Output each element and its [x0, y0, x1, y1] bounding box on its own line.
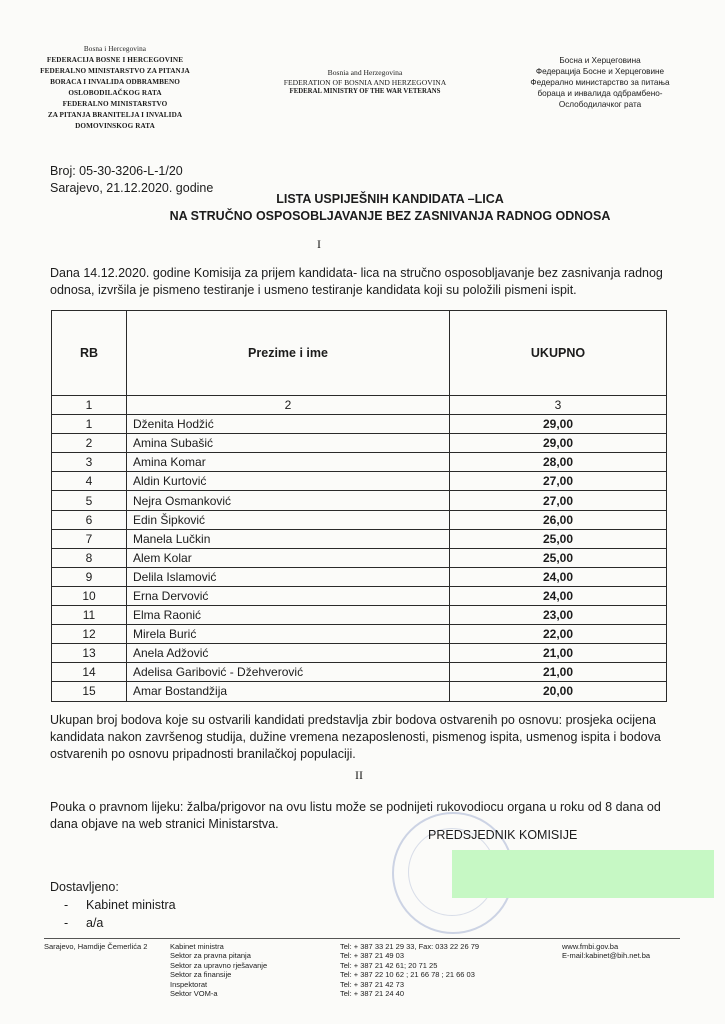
total-cell: 24,00 — [450, 567, 667, 586]
table-row — [52, 586, 667, 605]
total-cell: 20,00 — [450, 682, 667, 701]
header-center-line: FEDERATION OF BOSNIA AND HERZEGOVINA — [283, 77, 447, 87]
total-cell: 25,00 — [450, 548, 667, 567]
title-line-2: NA STRUČNO OSPOSOBLJAVANJE BEZ ZASNIVANJA RADNOG ODNOSA — [169, 209, 611, 223]
rb-cell: 13 — [52, 644, 127, 663]
total-cell: 25,00 — [450, 529, 667, 548]
table-header-row — [52, 311, 667, 396]
total-cell: 24,00 — [450, 586, 667, 605]
table-row — [52, 491, 667, 510]
header-left-line: FEDERALNO MINISTARSTVO — [62, 100, 168, 108]
signature-title: PREDSJEDNIK KOMISIJE — [428, 828, 578, 842]
header-left-line: DOMOVINSKOG RATA — [75, 122, 155, 130]
total-cell: 29,00 — [450, 415, 667, 434]
footer-address: Sarajevo, Hamdije Čemerlića 2 — [44, 942, 148, 951]
redaction-box — [452, 850, 714, 898]
rb-cell: 9 — [52, 567, 127, 586]
name-cell: Elma Raonić — [127, 606, 450, 625]
intro-paragraph: Dana 14.12.2020. godine Komisija za prijem kandidata- lica na stručno osposobljavanje bez zasnivanja radnog odnosa, izvršila je pismeno testiranje i usmeno testiranje kandidata koji su položili pismeni ispit. — [50, 266, 663, 297]
distribution-item: - a/a — [64, 916, 104, 930]
header-right-line: Федерално министарство за питања — [530, 78, 670, 87]
rb-cell: 7 — [52, 529, 127, 548]
rb-cell: 15 — [52, 682, 127, 701]
header-left-line: FEDERACIJA BOSNE I HERCEGOVINE — [46, 56, 184, 64]
header-right-line: Федерација Босне и Херцеговине — [535, 67, 665, 76]
name-cell: Erna Dervović — [127, 586, 450, 605]
name-cell: Edin Šipković — [127, 510, 450, 529]
total-cell: 21,00 — [450, 644, 667, 663]
table-row — [52, 644, 667, 663]
name-cell: Amar Bostandžija — [127, 682, 450, 701]
header-left-line: FEDERALNO MINISTARSTVO ZA PITANJA — [40, 67, 190, 75]
name-cell: Adelisa Garibović - Džehverović — [127, 663, 450, 682]
table-row — [52, 529, 667, 548]
name-cell: Anela Adžović — [127, 644, 450, 663]
table-row — [52, 682, 667, 701]
name-cell: Amina Komar — [127, 453, 450, 472]
footer-phones: Tel: + 387 33 21 29 33, Fax: 033 22 26 79 Tel: + 387 21 49 03 Tel: + 387 21 42 61; 20 71 25 Tel: + 387 22 10 62 ; 21 66 78 ; 21 66 03 Tel: + 387 21 42 73 Tel: + 387 21 24 40 — [340, 942, 480, 999]
total-cell: 28,00 — [450, 453, 667, 472]
total-cell: 23,00 — [450, 606, 667, 625]
total-cell: 21,00 — [450, 663, 667, 682]
title-line-1: LISTA USPIJEŠNIH KANDIDATA –LICA — [276, 192, 504, 206]
rb-cell: 12 — [52, 625, 127, 644]
table-row — [52, 606, 667, 625]
table-row — [52, 625, 667, 644]
total-cell: 29,00 — [450, 434, 667, 453]
header-center-line: Bosnia and Herzegovina — [327, 68, 403, 77]
name-cell: Mirela Burić — [127, 625, 450, 644]
header-center-line: FEDERAL MINISTRY OF THE WAR VETERANS — [289, 88, 441, 95]
candidates-table — [51, 310, 667, 702]
rb-cell: 10 — [52, 586, 127, 605]
col-header-total: UKUPNO — [450, 311, 667, 396]
name-cell: Delila Islamović — [127, 567, 450, 586]
name-cell: Manela Lučkin — [127, 529, 450, 548]
total-cell: 27,00 — [450, 472, 667, 491]
name-cell: Dženita Hodžić — [127, 415, 450, 434]
name-cell: Alem Kolar — [127, 548, 450, 567]
column-number-row — [52, 396, 667, 415]
header-right-line: Ослободилачког рата — [558, 100, 642, 109]
name-cell: Aldin Kurtović — [127, 472, 450, 491]
document-date: Sarajevo, 21.12.2020. godine — [50, 181, 214, 195]
col-number: 1 — [52, 396, 127, 415]
header-left-line: Bosna i Hercegovina — [83, 45, 147, 53]
table-row — [52, 415, 667, 434]
distribution-list — [50, 878, 176, 932]
total-cell: 26,00 — [450, 510, 667, 529]
header-right-line: Босна и Херцеговина — [559, 56, 641, 65]
total-cell: 22,00 — [450, 625, 667, 644]
summary-paragraph: Ukupan broj bodova koje su ostvarili kandidati predstavlja zbir bodova ostvarenih po osnovu: prosjeka ocijena kandidata nakon završenog studija, dužine vremena nezaposlenosti, pismenog ispita, usmenog ispita i bodova ostvarenih po osnovu pripadnosti branilačkoj populaciji. — [50, 713, 661, 761]
table-row — [52, 434, 667, 453]
reference-number: Broj: 05-30-3206-L-1/20 — [50, 164, 183, 178]
distribution-item: - Kabinet ministra — [64, 898, 176, 912]
name-cell: Amina Subašić — [127, 434, 450, 453]
rb-cell: 8 — [52, 548, 127, 567]
rb-cell: 6 — [52, 510, 127, 529]
header-center — [240, 68, 490, 97]
table-row — [52, 548, 667, 567]
footer-divider — [44, 938, 680, 939]
rb-cell: 11 — [52, 606, 127, 625]
rb-cell: 2 — [52, 434, 127, 453]
rb-cell: 3 — [52, 453, 127, 472]
col-header-rb: RB — [52, 311, 127, 396]
header-left-line: ZA PITANJA BRANITELJA I INVALIDA — [47, 111, 183, 119]
footer-web — [562, 942, 650, 961]
total-cell: 27,00 — [450, 491, 667, 510]
rb-cell: 4 — [52, 472, 127, 491]
section-numeral-2: II — [355, 768, 363, 782]
col-number: 2 — [127, 396, 450, 415]
rb-cell: 1 — [52, 415, 127, 434]
rb-cell: 5 — [52, 491, 127, 510]
header-right — [500, 55, 700, 110]
table-row — [52, 567, 667, 586]
footer-units: Kabinet ministra Sektor za pravna pitanja Sektor za upravno rješavanje Sektor za finansije Inspektorat Sektor VOM-a — [170, 942, 268, 999]
table-row — [52, 663, 667, 682]
col-number: 3 — [450, 396, 667, 415]
table-row — [52, 472, 667, 491]
header-right-line: бораца и инвалида одбрамбено- — [537, 89, 663, 98]
rb-cell: 14 — [52, 663, 127, 682]
header-left-line: BORACA I INVALIDA ODBRAMBENO — [50, 78, 180, 86]
name-cell: Nejra Osmanković — [127, 491, 450, 510]
table-row — [52, 510, 667, 529]
table-row — [52, 453, 667, 472]
legal-remedy-paragraph: Pouka o pravnom lijeku: žalba/prigovor na ovu listu može se podnijeti rukovodiocu organa u roku od 8 dana od dana objave na web stranici Ministarstva. — [50, 800, 661, 831]
header-left — [20, 44, 210, 132]
section-numeral-1: I — [317, 237, 321, 251]
website-link[interactable]: www.fmbi.gov.ba — [562, 942, 619, 951]
email-link[interactable]: E-mail:kabinet@bih.net.ba — [562, 951, 651, 961]
distribution-label: Dostavljeno: — [50, 880, 119, 894]
col-header-name: Prezime i ime — [127, 311, 450, 396]
header-left-line: OSLOBODILAČKOG RATA — [68, 89, 162, 97]
document-title — [150, 191, 630, 225]
